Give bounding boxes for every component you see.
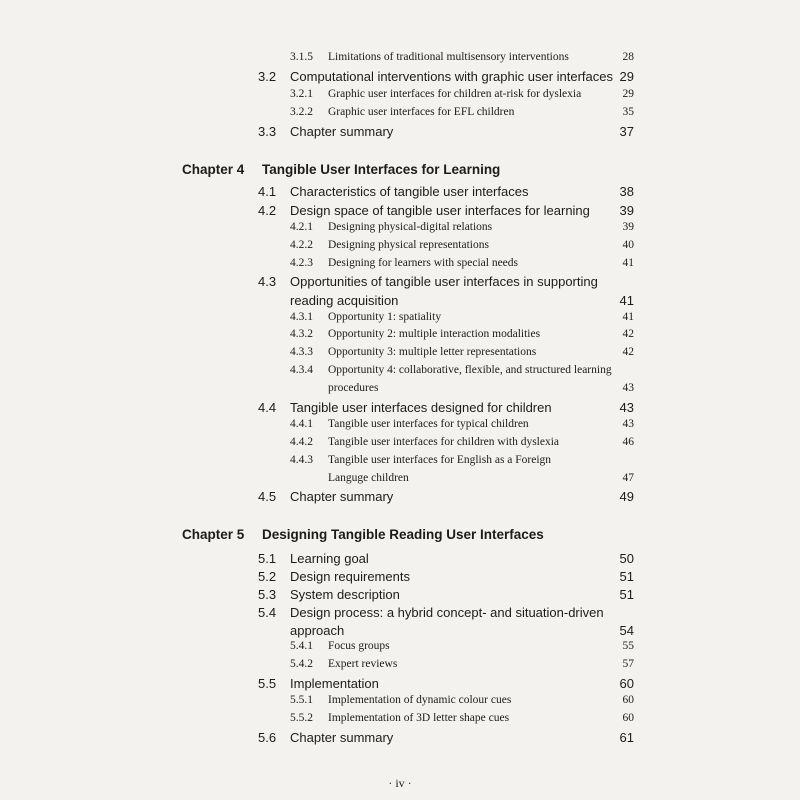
entry-number: 5.2 — [258, 569, 277, 584]
entry-title: Focus groups — [328, 640, 390, 652]
entry-number: 4.3 — [258, 274, 277, 289]
entry-page-number: 41 — [619, 293, 634, 308]
entry-title: Design requirements — [290, 569, 410, 584]
entry-title: Implementation of 3D letter shape cues — [328, 712, 510, 724]
entry-number: 4.2.3 — [290, 257, 313, 269]
entry-title: Computational interventions with graphic user interfaces — [290, 69, 614, 84]
entry-title: Designing physical representations — [328, 239, 489, 251]
entry-title: Limitations of traditional multisensory interventions — [328, 51, 569, 63]
entry-title: Implementation — [290, 676, 379, 691]
entry-number: 4.3.1 — [290, 311, 313, 323]
entry-page-number: 29 — [619, 69, 634, 84]
entry-number: 4.3.3 — [290, 346, 313, 358]
entry-number: 3.2.1 — [290, 88, 313, 100]
entry-page-number: 43 — [619, 400, 634, 415]
entry-number: 5.5.2 — [290, 712, 313, 724]
entry-number: 5.4 — [258, 605, 277, 620]
entry-number: 4.4.2 — [290, 436, 313, 448]
entry-number: 4.3.2 — [290, 328, 313, 340]
entry-number: 4.2.1 — [290, 221, 313, 233]
entry-page-number: 39 — [619, 203, 634, 218]
entry-page-number: 51 — [619, 569, 634, 584]
entry-title: Design process: a hybrid concept- and situation-driven — [290, 605, 604, 620]
entry-title: Opportunity 3: multiple letter representations — [328, 346, 537, 358]
page-number: · iv · — [388, 776, 412, 790]
entry-number: 4.5 — [258, 489, 277, 504]
entry-page-number: 60 — [622, 694, 634, 706]
entry-title: Designing for learners with special needs — [328, 257, 519, 269]
entry-page-number: 39 — [622, 221, 634, 233]
entry-title: Opportunity 1: spatiality — [328, 311, 442, 323]
entry-page-number: 54 — [619, 623, 634, 638]
entry-title: Opportunity 2: multiple interaction modalities — [328, 328, 541, 340]
entry-number: 3.2.2 — [290, 106, 313, 118]
entry-title: Tangible user interfaces for English as a Foreign — [328, 454, 552, 466]
entry-page-number: 37 — [619, 124, 634, 139]
entry-page-number: 41 — [622, 257, 634, 269]
entry-number: 4.2.2 — [290, 239, 313, 251]
entry-number: 3.3 — [258, 124, 277, 139]
entry-page-number: 47 — [622, 472, 634, 484]
entry-page-number: 55 — [622, 640, 634, 652]
entry-number: 4.4 — [258, 400, 277, 415]
entry-page-number: 46 — [622, 436, 634, 448]
entry-title: Opportunity 4: collaborative, flexible, and structured learning — [328, 364, 612, 376]
entry-title: Languge children — [328, 472, 409, 484]
entry-page-number: 35 — [622, 106, 634, 118]
entry-title: procedures — [328, 382, 379, 394]
entry-number: 5.1 — [258, 551, 277, 566]
entry-number: 5.6 — [258, 730, 277, 745]
entry-title: Tangible User Interfaces for Learning — [262, 162, 501, 177]
entry-page-number: 29 — [622, 88, 634, 100]
entry-title: Designing Tangible Reading User Interfaces — [262, 527, 544, 542]
entry-page-number: 60 — [622, 712, 634, 724]
entry-title: Design space of tangible user interfaces for learning — [290, 203, 590, 218]
entry-number: 5.5 — [258, 676, 277, 691]
entry-number: 3.1.5 — [290, 51, 313, 63]
entry-number: Chapter 4 — [182, 162, 245, 177]
entry-page-number: 43 — [622, 382, 634, 394]
entry-page-number: 40 — [622, 239, 634, 251]
entry-number: 4.2 — [258, 203, 277, 218]
entry-title: reading acquisition — [290, 293, 399, 308]
entry-title: approach — [290, 623, 345, 638]
entry-number: 4.1 — [258, 184, 277, 199]
entry-title: System description — [290, 587, 400, 602]
entry-title: Tangible user interfaces designed for children — [290, 400, 552, 415]
entry-title: Learning goal — [290, 551, 369, 566]
entry-page-number: 51 — [619, 587, 634, 602]
entry-title: Characteristics of tangible user interfaces — [290, 184, 529, 199]
entry-page-number: 43 — [622, 418, 634, 430]
entry-number: 4.4.3 — [290, 454, 313, 466]
entry-title: Graphic user interfaces for children at-risk for dyslexia — [328, 88, 582, 100]
entry-number: 5.4.1 — [290, 640, 313, 652]
entry-page-number: 60 — [619, 676, 634, 691]
entry-title: Implementation of dynamic colour cues — [328, 694, 512, 706]
entry-page-number: 49 — [619, 489, 634, 504]
entry-title: Graphic user interfaces for EFL children — [328, 106, 515, 118]
entry-page-number: 38 — [619, 184, 634, 199]
entry-number: 4.4.1 — [290, 418, 313, 430]
entry-page-number: 57 — [622, 658, 634, 670]
entry-number: 4.3.4 — [290, 364, 313, 376]
entry-page-number: 50 — [619, 551, 634, 566]
entry-page-number: 41 — [622, 311, 634, 323]
entry-page-number: 42 — [622, 328, 634, 340]
entry-title: Tangible user interfaces for typical children — [328, 418, 529, 430]
entry-number: 5.3 — [258, 587, 277, 602]
entry-title: Tangible user interfaces for children with dyslexia — [328, 436, 560, 448]
entry-number: 3.2 — [258, 69, 277, 84]
entry-title: Chapter summary — [290, 124, 394, 139]
entry-title: Designing physical-digital relations — [328, 221, 493, 233]
entry-number: Chapter 5 — [182, 527, 245, 542]
entry-title: Opportunities of tangible user interfaces in supporting — [290, 274, 598, 289]
entry-page-number: 42 — [622, 346, 634, 358]
entry-number: 5.4.2 — [290, 658, 313, 670]
entry-title: Chapter summary — [290, 730, 394, 745]
entry-title: Chapter summary — [290, 489, 394, 504]
entry-page-number: 28 — [622, 51, 634, 63]
entry-title: Expert reviews — [328, 658, 398, 670]
entry-number: 5.5.1 — [290, 694, 313, 706]
entry-page-number: 61 — [619, 730, 634, 745]
